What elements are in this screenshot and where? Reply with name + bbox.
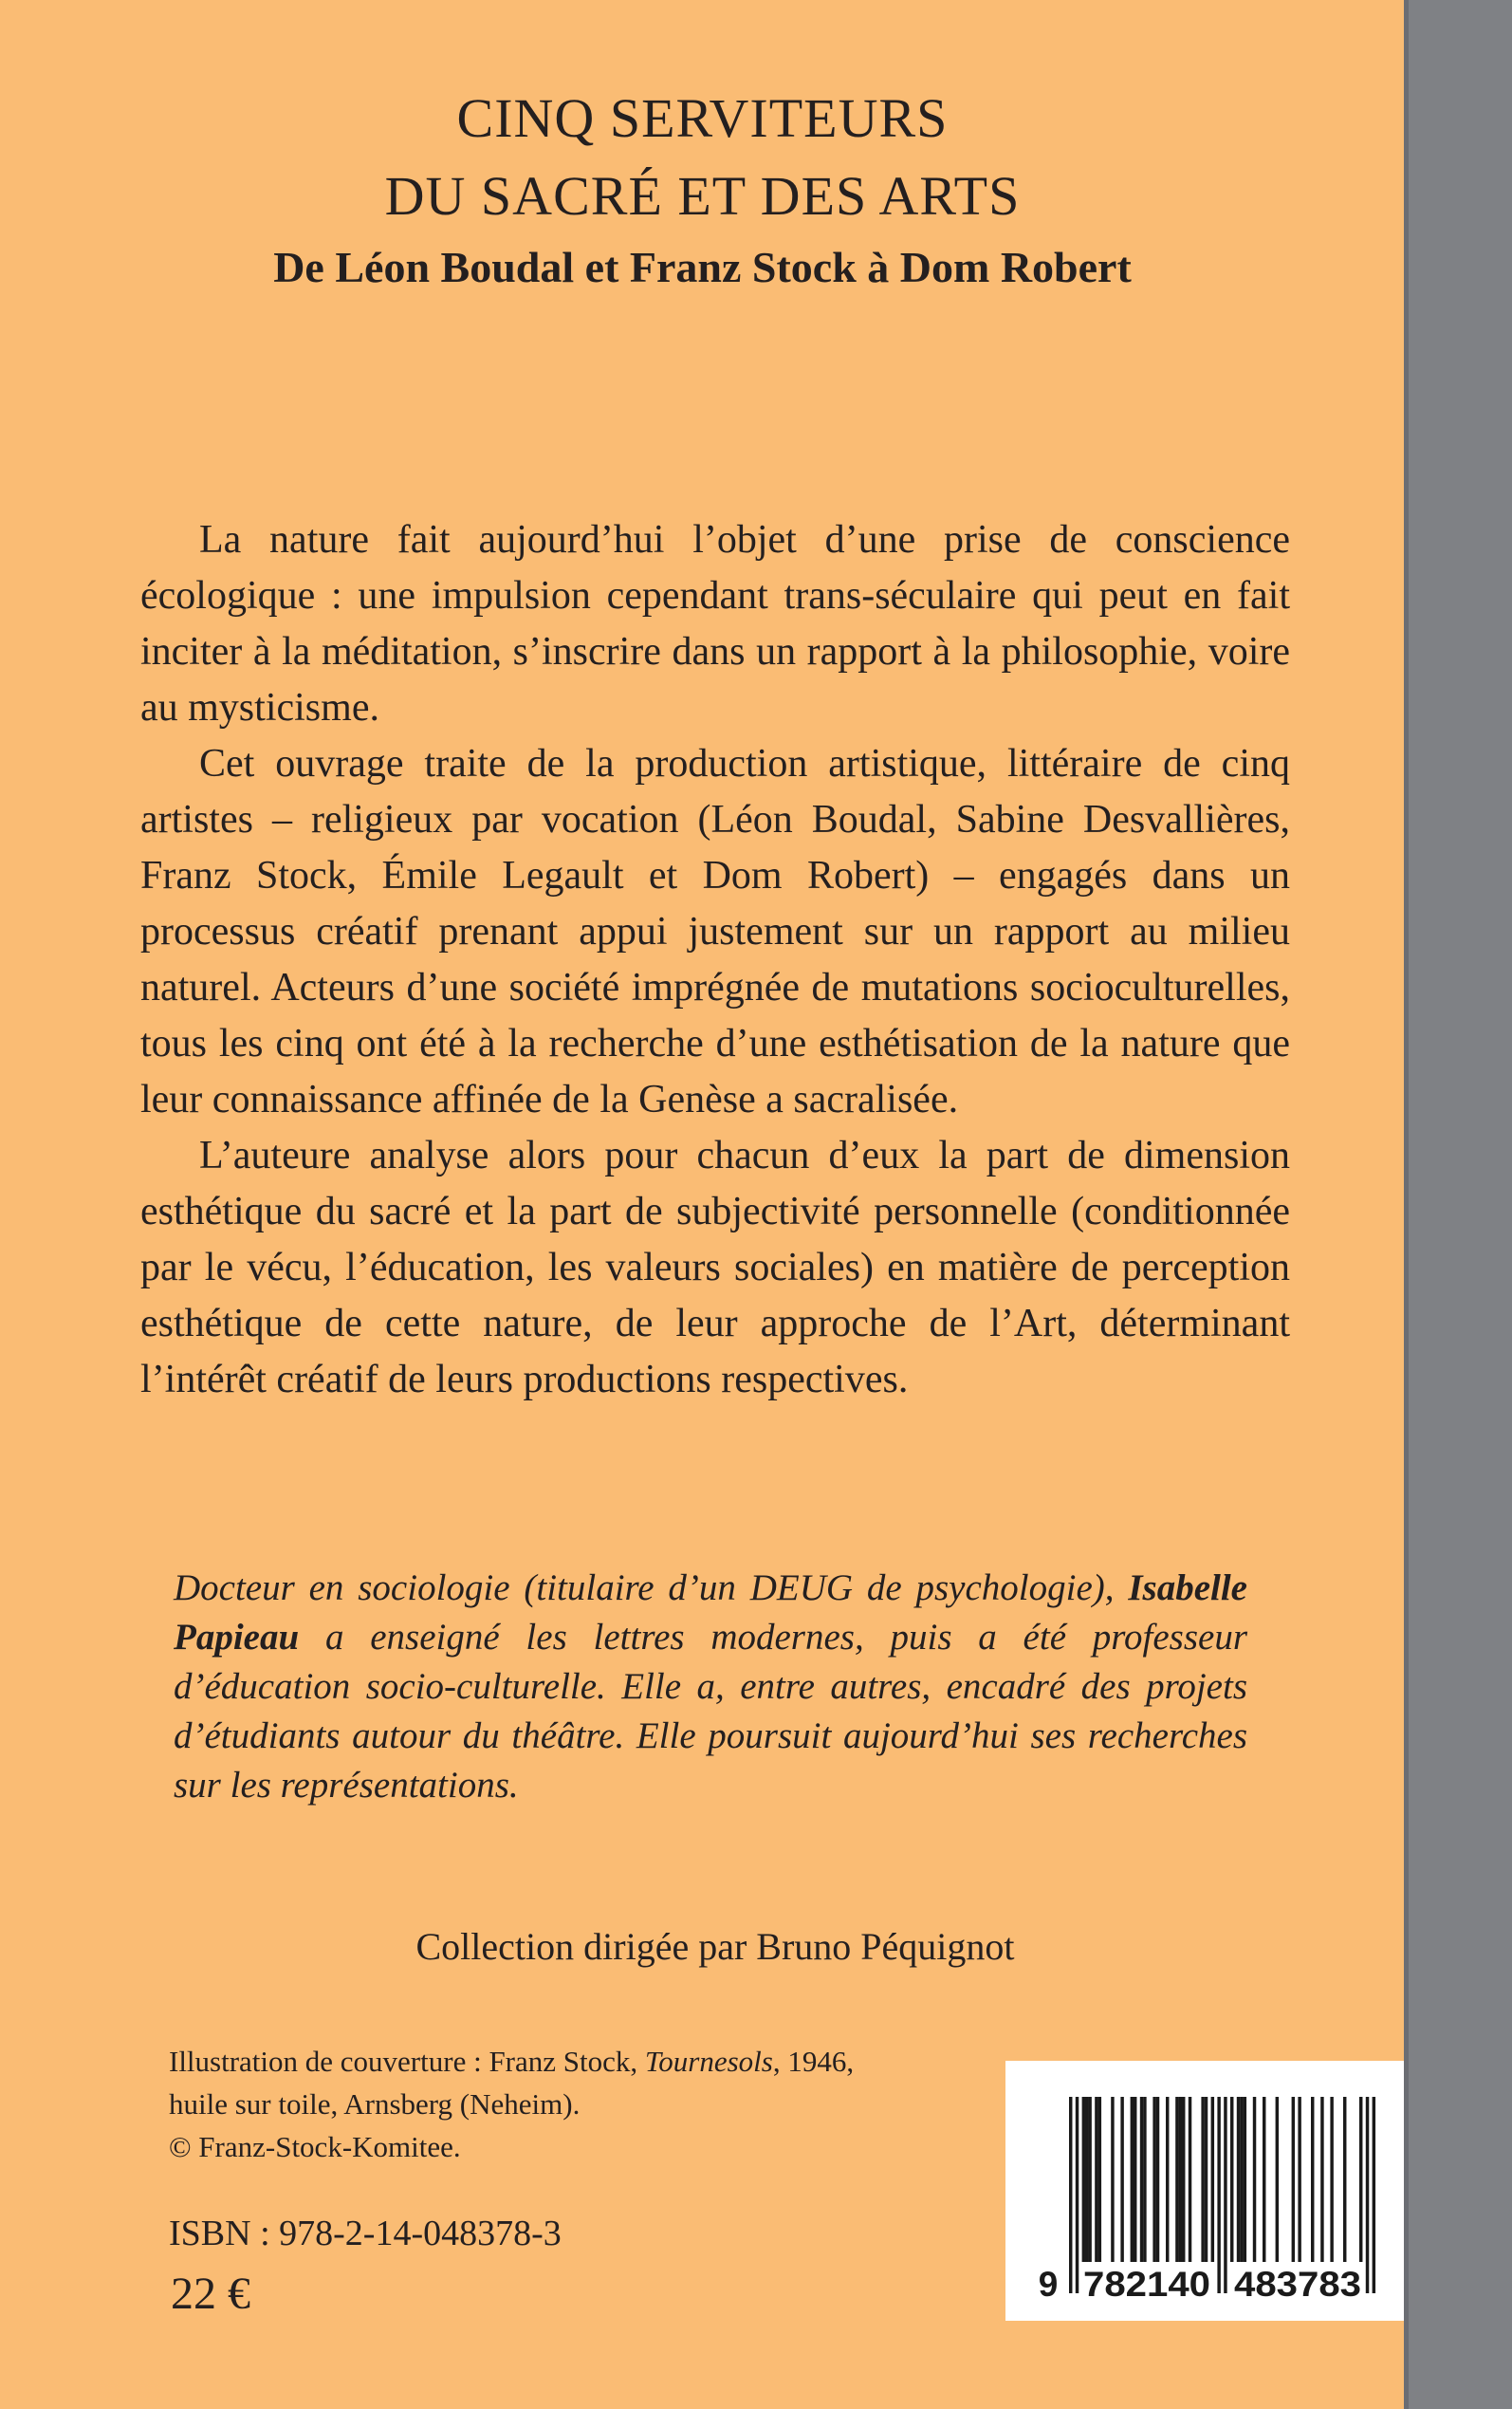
ean13-barcode <box>1005 2061 1404 2321</box>
book-subtitle: De Léon Boudal et Franz Stock à Dom Robert <box>273 243 1132 291</box>
credit-line-1 <box>169 2040 985 2083</box>
isbn-text: ISBN : 978-2-14-048378-3 <box>169 2214 562 2253</box>
cover-illustration-credit <box>169 2040 985 2168</box>
synopsis-paragraph-2: Cet ouvrage traite de la production artistique, littéraire de cinq artistes – religieux par vocation (Léon Boudal, Sabine Desvallières, Franz Stock, Émile Legault et Dom Robert) – engagés dans un processus créatif prenant appui justement sur un rapport au milieu naturel. Acteurs d’une société imprégnée de mutations socioculturelles, tous les cinq ont été à la recherche d’une esthétisation de la nature que leur connaissance affinée de la Genèse a sacralisée. <box>140 742 1290 1121</box>
binding-gray-band <box>1404 0 1512 2409</box>
synopsis-paragraph-3: L’auteure analyse alors pour chacun d’eux la part de dimension esthétique du sacré et la part de subjectivité personnelle (conditionnée par le vécu, l’éducation, les valeurs sociales) en matière de perception esthétique de cette nature, de leur approche de l’Art, déterminant l’intérêt créatif de leurs productions respectives. <box>140 1134 1290 1401</box>
collection-note: Collection dirigée par Bruno Péquignot <box>415 1925 1015 1968</box>
book-title <box>0 80 1405 235</box>
author-bio-suffix: a enseigné les lettres modernes, puis a été professeur d’éducation socio-culturelle. Elle a, entre autres, encadré des projets d’étudiants autour du théâtre. Elle poursuit aujourd’hui ses recherches sur les représentations. <box>174 1617 1247 1806</box>
credit-line-3: © Franz-Stock-Komitee. <box>169 2130 461 2163</box>
credit-line1-prefix: Illustration de couverture : Franz Stock, <box>169 2045 645 2078</box>
book-title-line1: CINQ SERVITEURS <box>456 87 949 149</box>
svg-text:483783: 483783 <box>1234 2265 1361 2304</box>
credit-line1-suffix: , 1946, <box>772 2045 855 2078</box>
book-title-line2: DU SACRÉ ET DES ARTS <box>384 165 1021 227</box>
svg-text:782140: 782140 <box>1083 2265 1210 2304</box>
svg-text:9: 9 <box>1038 2265 1059 2304</box>
author-bio <box>174 1564 1247 1810</box>
price-text: 22 € <box>171 2269 250 2319</box>
artwork-title: Tournesols <box>644 2045 773 2078</box>
synopsis <box>140 512 1290 1408</box>
barcode-bars <box>1005 2061 1404 2321</box>
credit-line-2: huile sur toile, Arnsberg (Neheim). <box>169 2087 581 2121</box>
author-name: Isabelle Papieau <box>174 1567 1247 1658</box>
synopsis-paragraph-1: La nature fait aujourd’hui l’objet d’une prise de conscience écologique : une impulsion cependant trans-séculaire qui peut en fait inciter à la méditation, s’inscrire dans un rapport à la philosophie, voire au mysticisme. <box>140 518 1290 730</box>
author-bio-prefix: Docteur en sociologie (titulaire d’un DEUG de psychologie), <box>174 1567 1129 1608</box>
